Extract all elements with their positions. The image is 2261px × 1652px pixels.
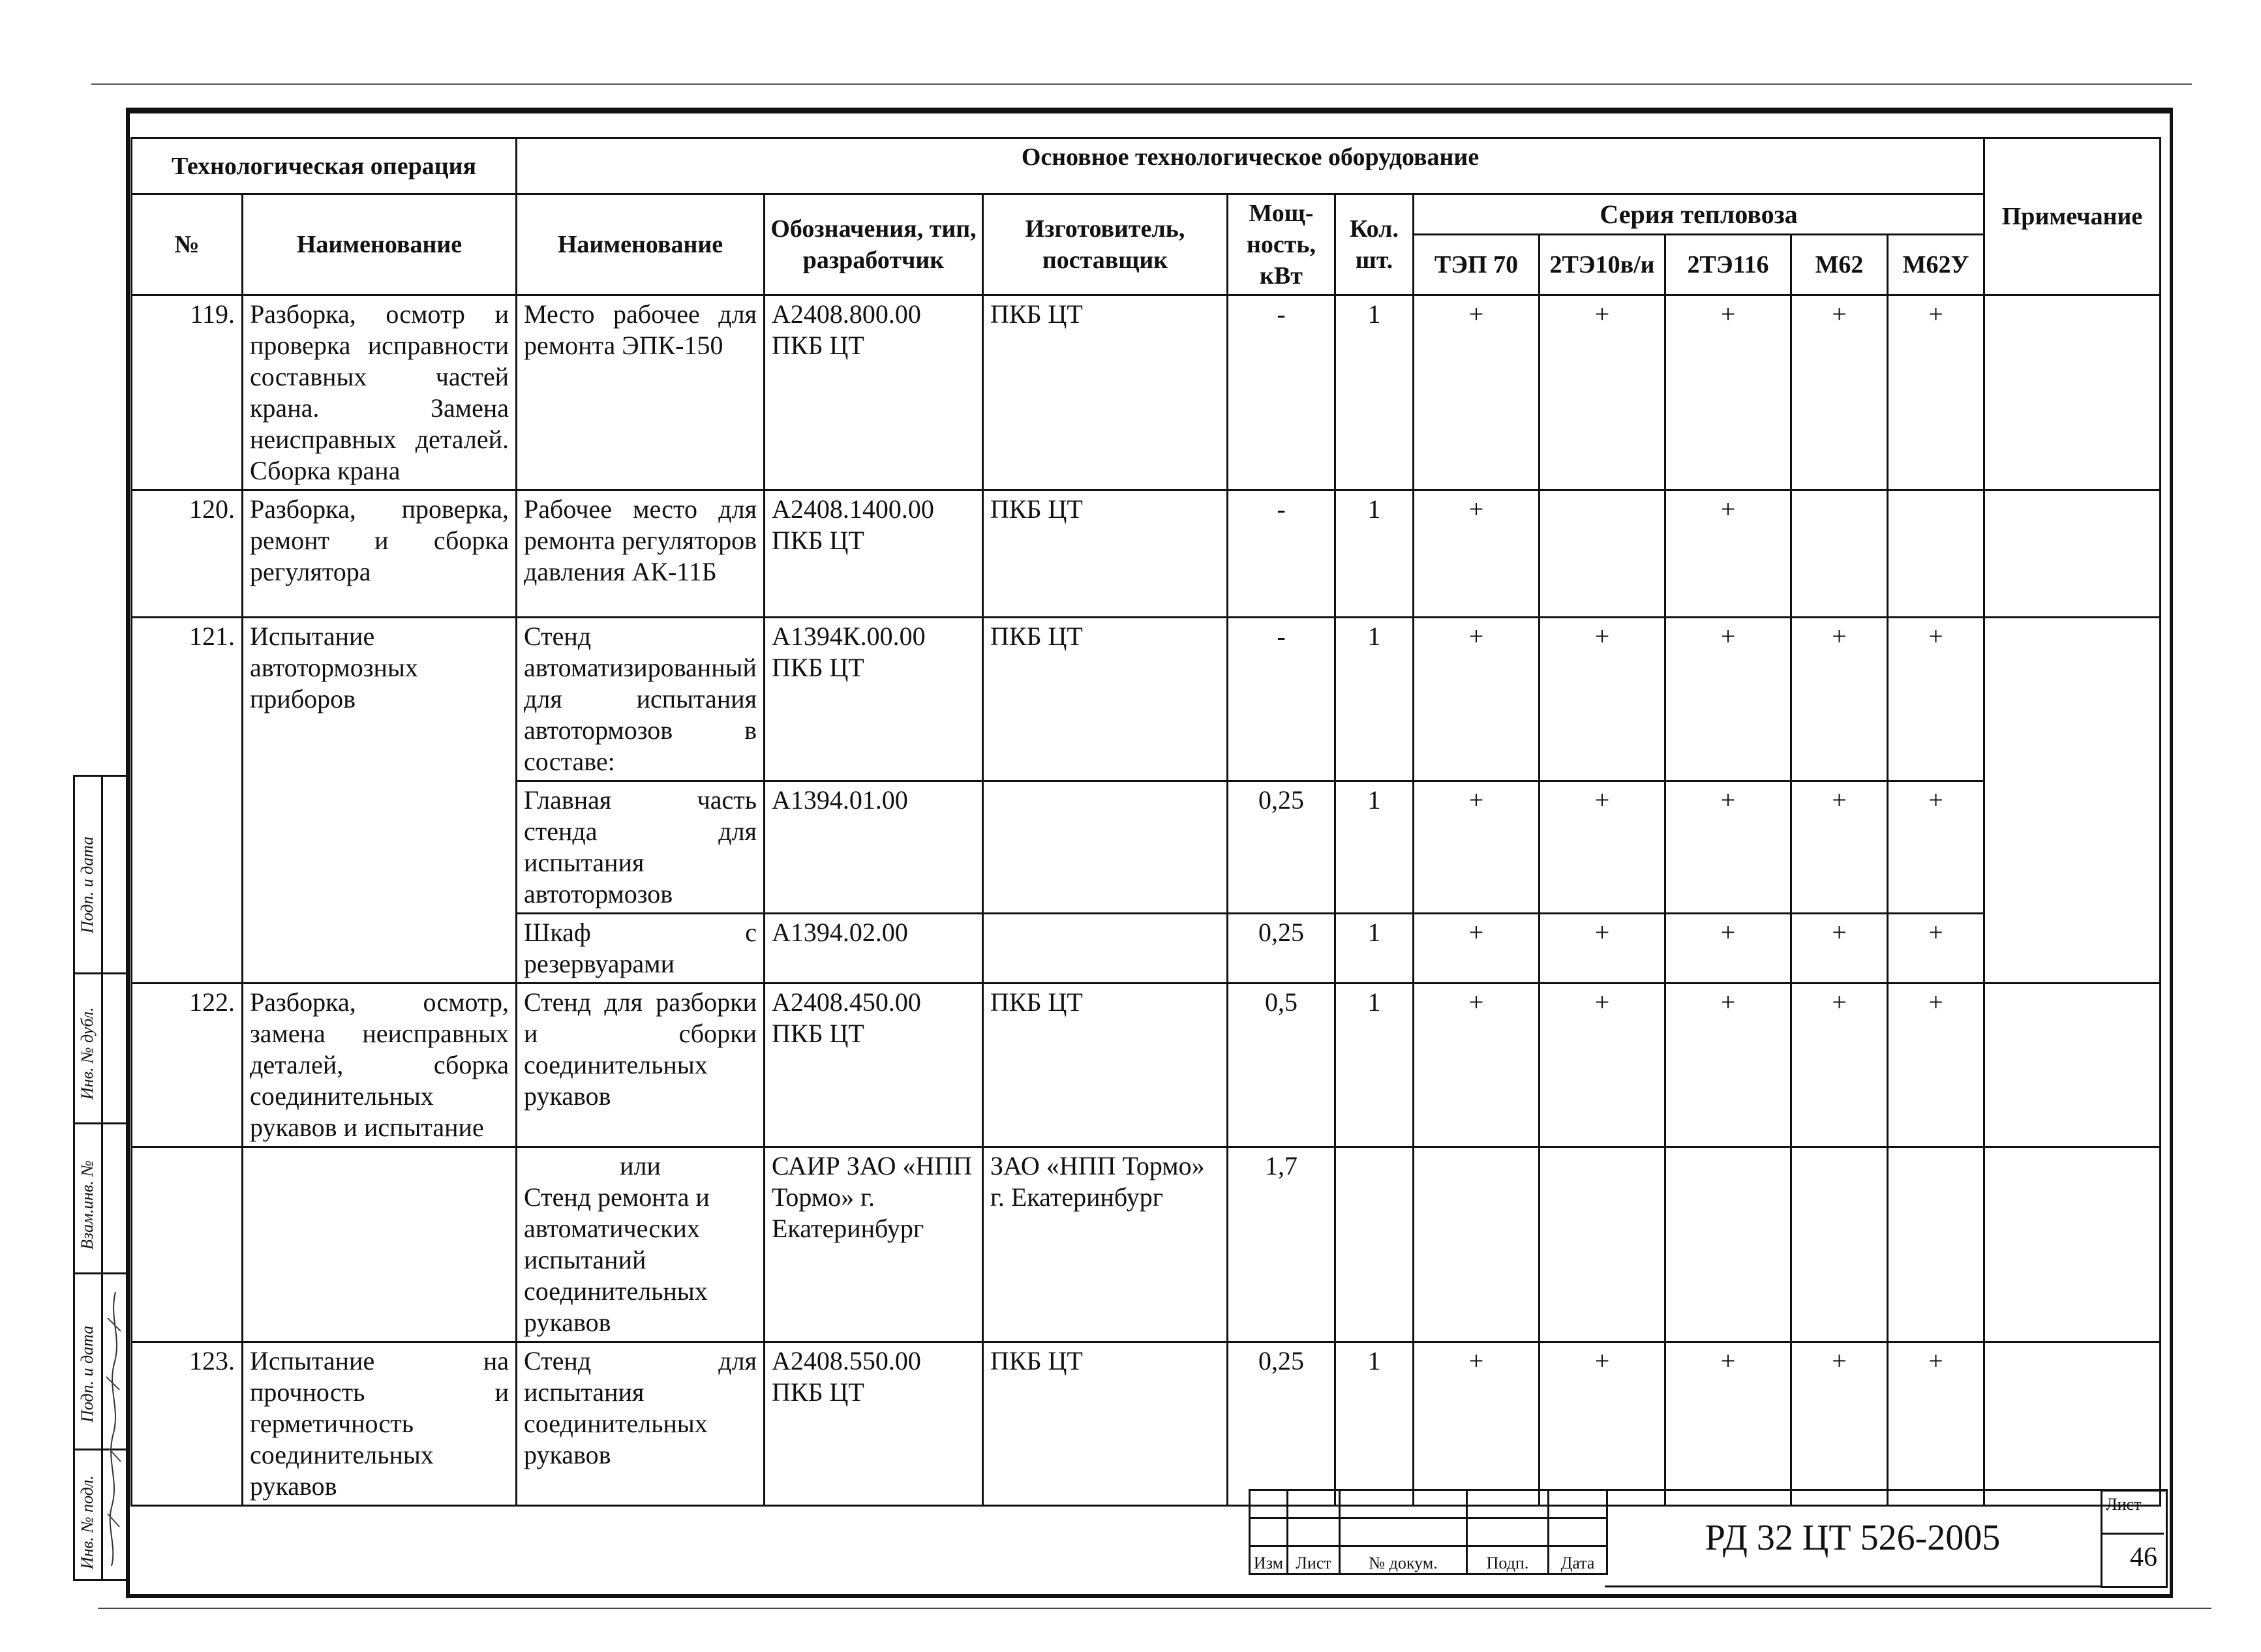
equipment-name-alt: Стенд ремонта и автоматических испытаний соединительных рукавов [524,1182,710,1337]
loco-mark [1540,1147,1665,1342]
designation: А1394.01.00 [765,781,983,914]
loco-mark: + [1665,984,1791,1147]
row-num: 119. [132,295,243,490]
stamp-inv-podl: Инв. № подл. [78,1475,97,1569]
loco-mark: + [1665,1342,1791,1506]
quantity: 1 [1335,618,1414,781]
loco-mark: + [1888,984,1984,1147]
header-maker: Изготовитель, поставщик [983,194,1228,295]
header-tech-op: Технологическая операция [132,138,517,194]
maker [983,781,1228,914]
loco-mark: + [1888,781,1984,914]
loco-mark: + [1414,295,1540,490]
scan-edge-top [91,83,2192,85]
equipment-name: Стенд для испытания соединительных рукавов [517,1342,765,1506]
loco-mark: + [1888,618,1984,781]
loco-mark [1540,490,1665,618]
maker: ПКБ ЦТ [983,1342,1228,1506]
loco-mark: + [1540,1342,1665,1506]
op-name: Разборка, осмотр, замена неисправных деталей, сборка соединительных рукавов и испытание [243,984,517,1147]
row-num [132,1147,243,1342]
equipment-name: Стенд для разборки и сборки соединительных рукавов [517,984,765,1147]
stamp-podp-data-2: Подп. и дата [78,1325,97,1422]
maker: ЗАО «НПП Тормо» г. Екатеринбург [983,1147,1228,1342]
quantity: 1 [1335,1342,1414,1506]
loco-mark: + [1665,781,1791,914]
op-name [243,1147,517,1342]
designation: А2408.550.00 ПКБ ЦТ [765,1342,983,1506]
handwritten-signature [102,1279,125,1572]
designation: А1394.02.00 [765,914,983,984]
header-loco: М62У [1888,235,1984,295]
note [1984,490,2161,618]
power: 0,25 [1228,781,1335,914]
equipment-name [517,1147,765,1342]
header-loco: 2ТЭ10в/и [1540,235,1665,295]
quantity: 1 [1335,781,1414,914]
header-note: Примечание [1984,138,2161,295]
loco-mark [1791,1147,1888,1342]
header-power: Мощ-ность, кВт [1228,194,1335,295]
scan-edge-bottom [98,1608,2211,1609]
row-num: 122. [132,984,243,1147]
op-name: Разборка, осмотр и проверка исправности составных частей крана. Замена неисправных деталей. Сборка крана [243,295,517,490]
loco-mark: + [1414,984,1540,1147]
quantity: 1 [1335,490,1414,618]
loco-mark: + [1791,618,1888,781]
loco-mark [1414,1147,1540,1342]
header-num: № [132,194,243,295]
note [1984,1147,2161,1342]
header-qty: Кол. шт. [1335,194,1414,295]
stamp-inv-dubl: Инв. № дубл. [78,1007,97,1100]
loco-mark: + [1888,914,1984,984]
or-label: или [620,1151,661,1180]
equipment-name: Главная часть стенда для испытания автотормозов [517,781,765,914]
tb-data: Дата [1549,1546,1607,1574]
header-loco: М62 [1791,235,1888,295]
loco-mark: + [1414,914,1540,984]
sheet-number: 46 [2101,1533,2164,1580]
designation: А2408.1400.00 ПКБ ЦТ [765,490,983,618]
loco-mark [1888,1147,1984,1342]
loco-mark: + [1414,618,1540,781]
header-designation: Обозначения, тип, разработчик [765,194,983,295]
quantity: 1 [1335,914,1414,984]
sheet-label: Лист [2106,1495,2142,1514]
stamp-vzam-inv: Взам.инв. № [78,1160,97,1250]
row-num: 121. [132,618,243,984]
stamp-podp-data-1: Подп. и дата [78,836,97,933]
loco-mark: + [1414,490,1540,618]
op-name: Разборка, проверка, ремонт и сборка регулятора [243,490,517,618]
equipment-name: Место рабочее для ремонта ЭПК-150 [517,295,765,490]
maker: ПКБ ЦТ [983,618,1228,781]
maker [983,914,1228,984]
note [1984,984,2161,1147]
power: 0,25 [1228,1342,1335,1506]
loco-mark: + [1414,781,1540,914]
tb-podp: Подп. [1467,1546,1549,1574]
loco-mark: + [1540,781,1665,914]
header-loco: 2ТЭ116 [1665,235,1791,295]
document-id: РД 32 ЦТ 526-2005 [1605,1489,2102,1587]
header-eq-name: Наименование [517,194,765,295]
designation: А1394К.00.00 ПКБ ЦТ [765,618,983,781]
equipment-name: Шкаф с резервуарами [517,914,765,984]
margin-stamp [73,775,126,1581]
loco-mark: + [1540,984,1665,1147]
loco-mark: + [1665,914,1791,984]
header-series: Серия тепловоза [1414,194,1984,235]
loco-mark: + [1888,1342,1984,1506]
designation: А2408.800.00 ПКБ ЦТ [765,295,983,490]
quantity: 1 [1335,984,1414,1147]
loco-mark: + [1791,781,1888,914]
equipment-name: Рабочее место для ремонта регуляторов давления АК-11Б [517,490,765,618]
loco-mark: + [1540,295,1665,490]
tb-list: Лист [1288,1546,1340,1574]
title-block [1249,1489,1608,1575]
tb-n-dokum: № докум. [1340,1546,1467,1574]
loco-mark: + [1791,984,1888,1147]
note [1984,295,2161,490]
loco-mark [1665,1147,1791,1342]
note [1984,618,2161,984]
loco-mark: + [1791,1342,1888,1506]
loco-mark: + [1540,914,1665,984]
loco-mark: + [1665,295,1791,490]
tb-izm: Изм [1250,1546,1288,1574]
quantity [1335,1147,1414,1342]
loco-mark [1791,490,1888,618]
power: 0,25 [1228,914,1335,984]
power: 1,7 [1228,1147,1335,1342]
note [1984,1342,2161,1506]
loco-mark: + [1665,490,1791,618]
power: - [1228,490,1335,618]
maker: ПКБ ЦТ [983,295,1228,490]
op-name: Испытание на прочность и герметичность соединительных рукавов [243,1342,517,1506]
loco-mark: + [1791,914,1888,984]
loco-mark [1888,490,1984,618]
designation: А2408.450.00 ПКБ ЦТ [765,984,983,1147]
maker: ПКБ ЦТ [983,490,1228,618]
row-num: 123. [132,1342,243,1506]
quantity: 1 [1335,295,1414,490]
loco-mark: + [1540,618,1665,781]
equipment-table [130,137,2161,1507]
header-equipment: Основное технологическое оборудование [517,138,1984,194]
op-name: Испытание автотормозных приборов [243,618,517,984]
power: - [1228,295,1335,490]
equipment-name: Стенд автоматизированный для испытания автотормозов в составе: [517,618,765,781]
power: 0,5 [1228,984,1335,1147]
designation: САИР ЗАО «НПП Тормо» г. Екатеринбург [765,1147,983,1342]
header-op-name: Наименование [243,194,517,295]
loco-mark: + [1665,618,1791,781]
power: - [1228,618,1335,781]
maker: ПКБ ЦТ [983,984,1228,1147]
row-num: 120. [132,490,243,618]
loco-mark: + [1888,295,1984,490]
header-loco: ТЭП 70 [1414,235,1540,295]
loco-mark: + [1791,295,1888,490]
loco-mark: + [1414,1342,1540,1506]
